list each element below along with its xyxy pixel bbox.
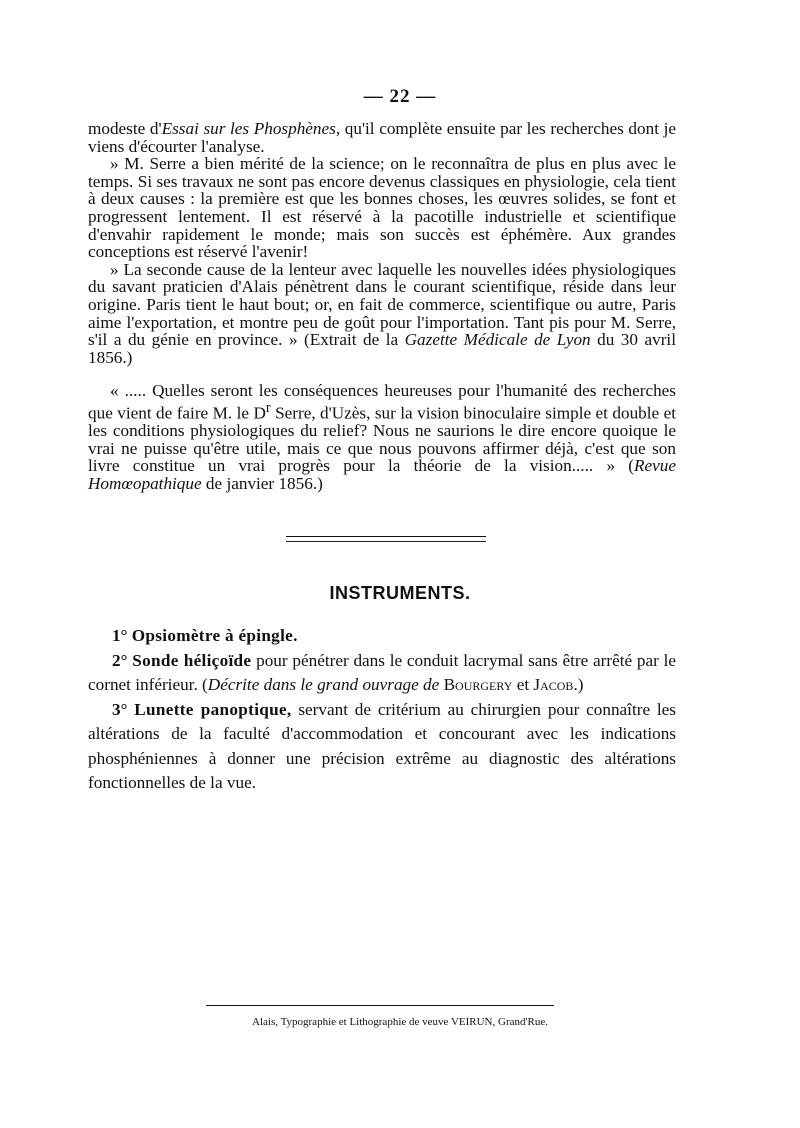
paragraph-essai-text-a: modeste d' <box>88 119 162 138</box>
instrument-item-2 <box>88 649 676 698</box>
author-jacob: Jacob <box>533 675 574 694</box>
book-title: Essai sur les Phosphènes, <box>161 119 341 138</box>
instrument-number: 1° <box>112 626 128 645</box>
instrument-item-1 <box>88 624 676 649</box>
source-revue: Revue Homœopathique <box>88 456 676 494</box>
instrument-description: pour pénétrer dans le conduit lacrymal sans être arrêté par le cornet inférieur. ( <box>88 650 677 694</box>
paragraph-second-cause <box>88 261 676 367</box>
paragraph-second-cause-text-a: » La seconde cause de la lenteur avec laquelle les nouvelles idées physiologiques du savant praticien d'Alais pénètrent dans le courant scientifique, réside dans leur origine. Paris tient le haut bout; or, en fait de commerce, scientifique ou autre, Paris aime l'exportation, et montre peu de goût pour l'importation. Tant pis pour M. Serre, s'il a du génie en province. » (Extrait de la <box>88 259 676 350</box>
paragraph-essai <box>88 120 676 155</box>
paragraph-review-quote <box>88 382 676 492</box>
instrument-name: Lunette panoptique, <box>134 699 292 719</box>
instrument-description: servant de critérium au chirurgien pour connaître les altérations de la faculté d'accommodation et concourant avec les indications phosphéniennes à donner une précision extrême au diagnostic des altérations fonctionnelles de la vue. <box>88 699 676 792</box>
instrument-number: 2° <box>112 650 128 670</box>
paragraph-second-cause-text-b: du 30 avril 1856.) <box>88 330 676 367</box>
source-gazette: Gazette Médicale de Lyon <box>404 330 591 350</box>
paragraph-review-text-b: Serre, d'Uzès, sur la vision binoculaire simple et double et les conditions physiologiques du relief? Nous ne saurions le dire encore quoique le vrai ne puisse qu'être utile, mais ce que nous pouvons affirmer déjà, c'est que son livre constitue un vrai progrès pour la théorie de la vision..... » ( <box>88 403 676 476</box>
instrument-name: Opsiomètre à épingle. <box>131 626 298 645</box>
printer-imprint: Alais, Typographie et Lithographie de veuve VEIRUN, Grand'Rue. <box>252 1016 548 1028</box>
paragraph-essai-text-b: qu'il complète ensuite par les recherches dont je viens d'écourter l'analyse. <box>88 119 677 156</box>
author-bourgery: Bourgery <box>443 675 513 694</box>
paragraph-review-text-c: de janvier 1856.) <box>201 474 323 494</box>
instrument-note: Décrite dans le grand ouvrage de <box>207 675 440 694</box>
section-divider <box>286 536 486 537</box>
note-end: .) <box>573 675 584 694</box>
footer-divider <box>206 1005 554 1006</box>
instruments-list <box>88 624 676 796</box>
section-heading-instruments: INSTRUMENTS. <box>329 583 471 603</box>
section-divider-thin <box>286 541 486 542</box>
instrument-name: Sonde héliçoïde <box>132 650 252 670</box>
superscript-r: r <box>265 399 271 416</box>
paragraph-merit: » M. Serre a bien mérité de la science; on le reconnaîtra de plus en plus avec le temps. Si ses travaux ne sont pas encore devenus classiques en physiologie, cela tient à deux causes : la première est que les bonnes choses, les œuvres solides, se font et progressent lentement. Il est réservé à la pacotille industrielle et scientifique d'envahir rapidement le monde; mais son succès est éphémère. Aux grandes conceptions est réservé l'avenir! <box>88 154 676 262</box>
instrument-item-3 <box>88 698 676 796</box>
body-text <box>88 120 676 493</box>
paragraph-review-text-a: « ..... Quelles seront les conséquences heureuses pour l'humanité des recherches que vient de faire M. le D <box>88 381 676 423</box>
instrument-number: 3° <box>112 699 128 719</box>
author-joiner: et <box>512 675 534 694</box>
page-number: — 22 — <box>363 86 437 107</box>
